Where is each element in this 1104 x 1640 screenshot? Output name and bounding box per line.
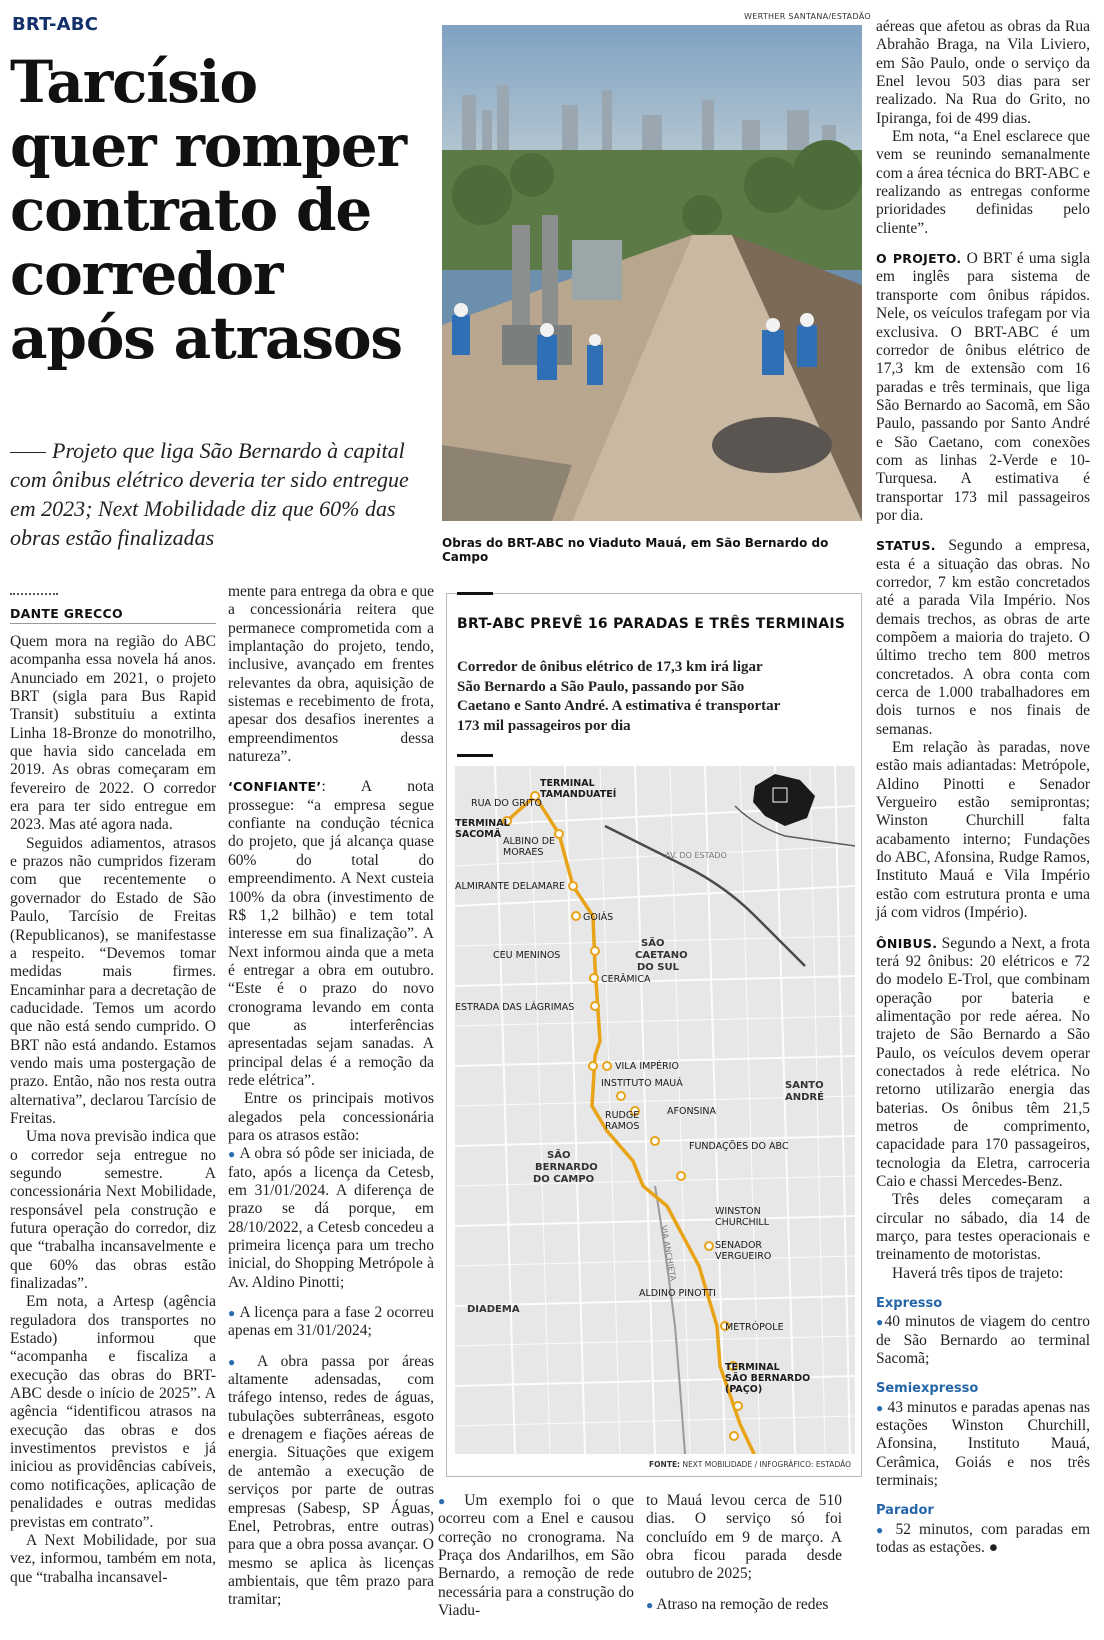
article-paragraph: Três deles começaram a circular no sábado, dia 14 de março, para testes operacionais e treinamento de motoristas. <box>876 1191 1090 1264</box>
article-paragraph: A Next Mobilidade, por sua vez, informou, também em nota, que “trabalha incansavel- <box>10 1531 216 1586</box>
area-label: BERNARDO <box>535 1162 598 1173</box>
stop-label: AFONSINA <box>667 1106 716 1117</box>
article-paragraph: ÔNIBUS. Segundo a Next, a frota terá 92 ônibus: 20 elétricos e 72 do modelo E-Trol, que combinam operação por bateria e alimentação por rede aérea. No trajeto de São Bernardo a São Paulo, os veículos devem operar conectados à rede elétrica. No retorno utilizarão energia das baterias. Os ônibus têm 21,5 metros de comprimento, capacidade para 170 passageiros, tecnologia da Eletra, carroceria Caio e chassi Mercedes-Benz. <box>876 934 1090 1190</box>
area-label: SÃO <box>547 1150 571 1161</box>
bullet-item: ● Um exemplo foi o que ocorreu com a Enel e causou correção no cronograma. Na Praça dos Andarilhos, em São Bernardo, a remoção de rede necessária para a construção do Viadu- <box>438 1492 635 1620</box>
article-paragraph: O PROJETO. O BRT é uma sigla em inglês para sistema de transporte com ônibus rápidos. Nele, os veículos trafegam por via exclusiva. O BRT-ABC é um corredor de ônibus elétrico de 17,3 km de extensão com 16 paradas e três terminais, que liga São Bernardo ao Sacomã, em São Paulo, passando por Santo André e São Caetano, com conexões com as linhas 2-Verde e 10-Turquesa. A estimativa é transportar 173 mil passageiros por dia. <box>876 250 1090 524</box>
stop-label: SACOMÃ <box>455 829 502 840</box>
byline-dots <box>10 593 58 595</box>
stop-label: ALBINO DE <box>503 836 556 847</box>
status-lead: STATUS. <box>876 538 936 554</box>
stop-label: FUNDAÇÕES DO ABC <box>689 1141 789 1152</box>
stop-label: ALDINO PINOTTI <box>639 1288 716 1299</box>
stop-label: ESTRADA DAS LÁGRIMAS <box>455 1002 575 1013</box>
stop-label: TAMANDUATEÍ <box>540 789 617 800</box>
area-label: ANDRÉ <box>785 1092 824 1103</box>
stop-label: METRÓPOLE <box>725 1322 784 1333</box>
area-label: CAETANO <box>635 950 688 961</box>
byline: DANTE GRECCO <box>10 606 123 621</box>
deck-text: Projeto que liga São Bernardo à capital com ônibus elétrico deveria ter sido entregue em 2023; Next Mobilidade diz que 60% das obras estão finalizadas <box>10 438 409 550</box>
projeto-lead: O PROJETO. <box>876 251 962 267</box>
photo-caption: Obras do BRT-ABC no Viaduto Mauá, em São Bernardo do Campo <box>442 536 829 564</box>
bullet-dot-icon: ● <box>228 1147 236 1162</box>
deck-rule <box>10 452 46 453</box>
infographic-description: Corredor de ônibus elétrico de 17,3 km irá ligar São Bernardo a São Paulo, passando por São Caetano e Santo André. A estimativa é transportar 173 mil passageiros por dia <box>457 659 781 734</box>
bullet-item: ● Atraso na remoção de redes <box>646 1595 829 1613</box>
article-column-4 <box>646 1492 842 1614</box>
article-paragraph: ‘CONFIANTE’: A nota prossegue: “a empresa segue confiante na condução técnica do projeto, que já alcança quase 60% do total do empreendimento. A Next custeia 100% da obra (investimento de R$ 1,2 bilhão) e tem total interesse em sua finalização”. A Next informou ainda que a meta é entregar a obra em outubro. “Este é o prazo do novo cronograma levando em conta que as interferências apresentadas sejam sanadas. A principal delas é a remoção da rede elétrica”. <box>228 778 434 1089</box>
bullet-item: ● A obra só pôde ser iniciada, de fato, após a licença da Cetesb, em 31/01/2024. A diferença de prazo se dá porque, em 28/10/2022, a Cetesb concedeu a primeira licença para um trecho inicial, do Shopping Metrópole à Av. Aldino Pinotti; <box>228 1145 434 1291</box>
article-paragraph: aéreas que afetou as obras da Rua Abrahão Braga, na Vila Liviero, em São Paulo, onde o serviço da Enel levou 503 dias para ser realizado. Na Rua do Grito, no Ipiranga, foi de 499 dias. <box>876 18 1090 127</box>
article-paragraph: Uma nova previsão indica que o corredor seja entregue no segundo semestre. A concessionária Next Mobilidade, responsável pela construção e futura operação do corredor, diz que “trabalha incansavelmente e que 60% das obras estão finalizadas”. <box>10 1128 216 1293</box>
route-type-parador: Parador <box>876 1503 934 1519</box>
article-paragraph: mente para entrega da obra e que a concessionária reitera que permanece comprometida com a implantação do projeto, tendo, inclusive, avançado em frentes relevantes da obra, aquisição de sistemas e recebimento de frota, apesar dos desafios inerentes a empreendimentos dessa natureza”. <box>228 583 434 766</box>
article-paragraph: STATUS. Segundo a empresa, esta é a situação das obras. No corredor, 7 km estão concretados até a parada Vila Império. Nos demais trechos, as obras de arte compõem a maioria do trajeto. O último trecho tem 800 metros concretados. A obra conta com cerca de 1.000 trabalhadores em dois turnos e nos finais de semanas. <box>876 537 1090 738</box>
route-map <box>455 766 855 1454</box>
stop-label: TERMINAL <box>725 1362 780 1373</box>
stop-label: (PAÇO) <box>725 1384 763 1395</box>
route-type-expresso: Expresso <box>876 1296 943 1312</box>
stop-label: WINSTON <box>715 1206 761 1217</box>
infographic-rule <box>457 754 493 757</box>
construction-photo <box>442 25 862 521</box>
stop-label: VILA IMPÉRIO <box>615 1061 679 1072</box>
stop-label: INSTITUTO MAUÁ <box>601 1078 683 1089</box>
article-paragraph: Em nota, “a Enel esclarece que vem se reunindo semanalmente com a área técnica do BRT-ABC e realizando as entregas conforme prioridades definidas pelo cliente”. <box>876 128 1090 237</box>
stop-label: CERÂMICA <box>601 974 651 985</box>
stop-label: VERGUEIRO <box>715 1251 772 1262</box>
route-map-svg <box>455 766 855 1454</box>
stop-label: RUA DO GRITO <box>471 798 542 809</box>
bullet-dot-icon: ● <box>646 1597 654 1612</box>
area-label: DO SUL <box>637 962 679 973</box>
infographic-box <box>446 593 862 1477</box>
photo-illustration <box>442 25 862 521</box>
stop-label: SENADOR <box>715 1240 763 1251</box>
road-label: VIA ANCHIETA <box>659 1224 678 1282</box>
article-paragraph: to Mauá levou cerca de 510 dias. O serviço só foi concluído em 9 de março. A obra ficou parada desde outubro de 2025; <box>646 1492 842 1583</box>
stop-label: MORAES <box>503 847 544 858</box>
stop-label: CEU MENINOS <box>493 950 561 961</box>
bullet-dot-icon: ● <box>228 1354 245 1369</box>
road-label: AV. DO ESTADO <box>665 851 727 860</box>
infographic-title: BRT-ABC PREVÊ 16 PARADAS E TRÊS TERMINAIS <box>457 616 846 632</box>
bullet-dot-icon: ● <box>876 1400 884 1415</box>
article-column-2 <box>228 583 434 1610</box>
article-paragraph: Em relação às paradas, nove estão mais adiantadas: Metrópole, Aldino Pinotti e Senador Vergueiro estão semiprontas; Winston Churchill falta acabamento interno; Fundações do ABC, Afonsina, Rudge Ramos, Instituto Mauá e Vila Império estão com estrutura pronta e uma já com vidros (Império). <box>876 739 1090 922</box>
article-column-5 <box>876 18 1090 1558</box>
infographic-source: FONTE: NEXT MOBILIDADE / INFOGRÁFICO: ESTADÃO <box>649 1460 851 1469</box>
bullet-item: ● A obra passa por áreas altamente adensadas, com tráfego intenso, redes de águas, tubulações subterrâneas, esgoto e drenagem e fiações aéreas de energia. Situações que exigem de antemão a execução de serviços por parte de outras empresas (Sabesp, SP Águas, Enel, Petrobras, entre outras) para que a obra possa avançar. O mesmo se aplica às licenças ambientais, que têm prazo para tramitar; <box>228 1352 435 1609</box>
bullet-dot-icon: ● <box>228 1306 236 1321</box>
area-label: SANTO <box>785 1080 824 1091</box>
article-column-3 <box>438 1492 634 1620</box>
bullet-dot-icon: ● <box>876 1315 885 1330</box>
deck <box>10 436 420 552</box>
headline: Tarcísio quer romper contrato de corredor após atrasos <box>10 48 406 372</box>
stop-label: RAMOS <box>605 1121 640 1132</box>
infographic-rule <box>457 592 493 595</box>
article-paragraph: Haverá três tipos de trajeto: <box>892 1264 1064 1282</box>
stop-label: GOIÁS <box>583 912 614 923</box>
photo-credit: WERTHER SANTANA/ESTADÃO <box>744 12 871 21</box>
article-paragraph: Quem mora na região do ABC acompanha essa novela há anos. Anunciado em 2021, o projeto BRT (sigla para Bus Rapid Transit) substituiu a extinta Linha 18-Bronze do monotrilho, que havia sido cancelada em 2019. As obras começaram em fevereiro de 2022. O corredor era para ter sido entregue em 2023. Mas até agora nada. <box>10 633 216 834</box>
article-paragraph: Entre os principais motivos alegados pela concessionária para os atrasos estão: <box>228 1090 434 1144</box>
section-kicker: BRT-ABC <box>12 14 99 35</box>
stop-label: SÃO BERNARDO <box>725 1373 811 1384</box>
stop-label: TERMINAL <box>540 778 595 789</box>
bullet-item: ● A licença para a fase 2 ocorreu apenas em 31/01/2024; <box>228 1304 435 1340</box>
article-column-1 <box>10 633 216 1587</box>
onibus-lead: ÔNIBUS. <box>876 935 938 951</box>
article-paragraph: Seguidos adiamentos, atrasos e prazos não cumpridos fizeram com que recentemente o governador do Estado de São Paulo, Tarcísio de Freitas (Republicanos), se manifestasse a respeito. “Devemos tomar medidas mais firmes. Encaminhar para a decretação de caducidade. Temos um acordo que não está sendo cumprido. O BRT não está andando. Estamos vendo mais uma postergação de prazo. Então, não nos resta outra alternativa”, declarou Tarcísio de Freitas. <box>10 834 216 1127</box>
area-label: SÃO <box>641 938 665 949</box>
bullet-item: ●40 minutos de viagem do centro de São Bernardo ao terminal Sacomã; <box>876 1313 1091 1368</box>
bullet-dot-icon: ● <box>876 1522 888 1537</box>
stop-label: TERMINAL <box>455 818 510 829</box>
route-type-semiexpresso: Semiexpresso <box>876 1381 979 1397</box>
stop-label: RUDGE <box>605 1110 640 1121</box>
end-mark-icon: ● <box>988 1539 999 1557</box>
bullet-item: ● 52 minutos, com paradas em todas as estações. ● <box>876 1520 1091 1557</box>
bullet-item: ● 43 minutos e paradas apenas nas estações Winston Churchill, Afonsina, Instituto Mauá, Cerâmica, Goiás e nos três terminais; <box>876 1398 1091 1490</box>
area-label: DIADEMA <box>467 1304 520 1315</box>
confiante-lead: ‘CONFIANTE’ <box>228 779 322 795</box>
article-paragraph: Em nota, a Artesp (agência reguladora dos transportes no Estado) informou que “acompanha e fiscaliza a execução das obras do BRT-ABC desde o início de 2025”. A agência “identificou atrasos na execução das obras e dos investimentos previstos e já iniciou as providências cabíveis, como notificações, aplicação de penalidades e outras medidas previstas em contrato”. <box>10 1293 216 1531</box>
stop-label: ALMIRANTE DELAMARE <box>455 881 566 892</box>
bullet-dot-icon: ● <box>438 1494 453 1508</box>
area-label: DO CAMPO <box>533 1174 595 1185</box>
stop-label: CHURCHILL <box>715 1217 770 1228</box>
byline-rule <box>10 623 216 624</box>
